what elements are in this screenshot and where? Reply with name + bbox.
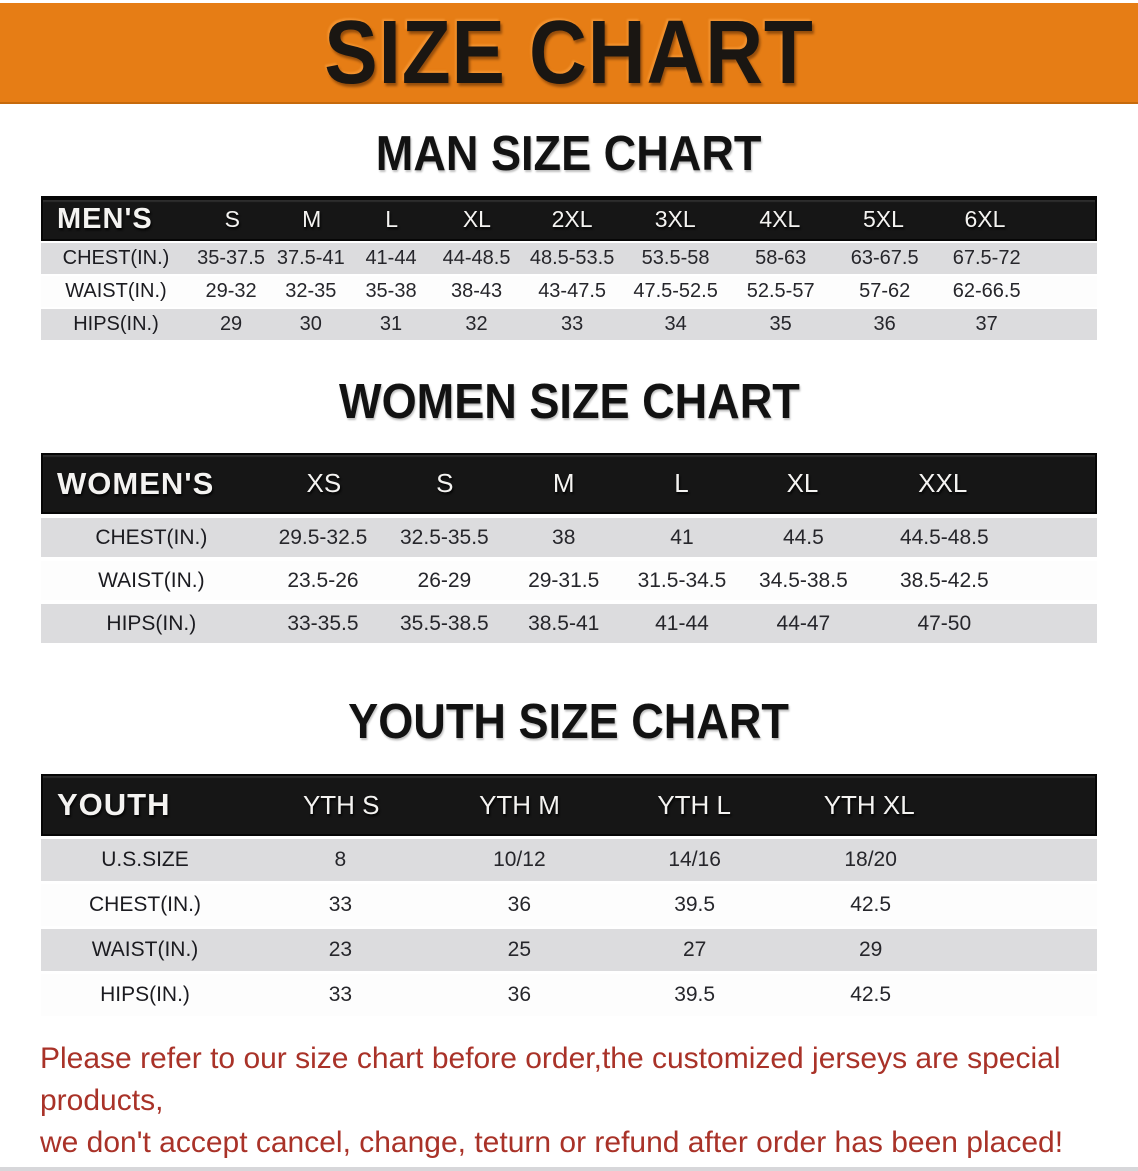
women-hips-row [41, 604, 1097, 643]
size-cell: 8 [334, 848, 347, 871]
size-cell: 41 [670, 525, 694, 549]
size-cell: 52.5-57 [746, 280, 815, 302]
size-cell: 33 [328, 983, 353, 1006]
column-header: 3XL [654, 206, 696, 232]
size-cell: 57-62 [859, 280, 911, 302]
size-cell: 27 [682, 938, 707, 961]
size-cell: 44-48.5 [442, 247, 511, 269]
men-table-header [41, 196, 1097, 241]
column-header: XL [786, 468, 819, 498]
column-header: M [552, 468, 575, 498]
note-line-2: we don't accept cancel, change, teturn or refund after order has been placed! [40, 1126, 1064, 1159]
size-cell: 34.5-38.5 [759, 568, 848, 592]
column-header: L [385, 206, 399, 232]
size-cell: 67.5-72 [952, 247, 1021, 269]
size-cell: 25 [507, 938, 532, 961]
column-header: M [302, 206, 322, 232]
size-cell: 29 [219, 313, 243, 335]
youth-table-header [41, 774, 1097, 836]
size-cell: 38.5-42.5 [899, 568, 989, 592]
row-label: CHEST(IN.) [89, 893, 202, 916]
size-cell: 32-35 [285, 280, 337, 302]
size-cell: 23.5-26 [287, 568, 359, 592]
size-cell: 31.5-34.5 [637, 568, 727, 592]
row-label: HIPS(IN.) [100, 983, 190, 1006]
row-label: WAIST(IN.) [65, 280, 167, 302]
size-cell: 58-63 [755, 247, 807, 269]
column-header: XL [462, 206, 491, 232]
men-chest-row [41, 243, 1097, 274]
size-cell: 23 [328, 938, 353, 961]
row-label: WAIST(IN.) [91, 938, 199, 961]
banner-title: SIZE CHART [324, 2, 814, 103]
men-group-label: MEN'S [57, 203, 153, 235]
size-cell: 36 [873, 313, 896, 335]
women-table-header [41, 453, 1097, 514]
column-header: S [436, 468, 454, 498]
size-cell: 47.5-52.5 [633, 280, 718, 302]
column-header: 2XL [551, 206, 593, 232]
men-section [0, 127, 1138, 340]
women-section [0, 375, 1138, 643]
size-cell: 37.5-41 [276, 247, 345, 269]
size-cell: 18/20 [844, 848, 897, 871]
column-header: YTH L [657, 789, 731, 820]
men-heading [0, 127, 1138, 181]
size-cell: 39.5 [674, 983, 716, 1006]
size-cell: 33 [328, 893, 353, 916]
size-cell: 35 [769, 313, 792, 335]
size-cell: 29 [858, 938, 883, 961]
column-header: 4XL [759, 206, 801, 232]
men-heading-text: MAN SIZE CHART [376, 127, 762, 181]
size-cell: 36 [507, 893, 532, 916]
row-label: HIPS(IN.) [106, 611, 197, 635]
row-label: CHEST(IN.) [62, 247, 170, 269]
row-label: HIPS(IN.) [73, 313, 159, 335]
size-cell: 35-37.5 [197, 247, 265, 269]
men-size-table [41, 196, 1097, 340]
youth-group-label: YOUTH [57, 787, 171, 822]
column-header: YTH M [479, 789, 560, 820]
women-chest-row [41, 518, 1097, 557]
column-header: L [674, 468, 689, 498]
row-label: U.S.SIZE [101, 848, 189, 871]
size-cell: 62-66.5 [952, 280, 1021, 302]
column-header: XS [306, 468, 342, 498]
row-label: CHEST(IN.) [95, 525, 208, 549]
size-cell: 10/12 [493, 848, 546, 871]
column-header: S [224, 206, 241, 232]
size-cell: 14/16 [668, 848, 721, 871]
column-header: 6XL [964, 206, 1006, 232]
size-cell: 30 [299, 313, 322, 335]
women-heading-text: WOMEN SIZE CHART [338, 375, 800, 429]
size-cell: 42.5 [850, 893, 892, 916]
size-cell: 33-35.5 [287, 611, 359, 635]
column-header: YTH S [302, 789, 380, 820]
size-cell: 31 [379, 313, 403, 335]
note-line-1: Please refer to our size chart before order,the customized jerseys are special products, [40, 1042, 1061, 1117]
size-cell: 26-29 [417, 568, 472, 592]
size-cell: 34 [664, 313, 687, 335]
size-cell: 39.5 [674, 893, 716, 916]
women-group-label: WOMEN'S [57, 465, 215, 501]
youth-size-table [41, 774, 1097, 1016]
bottom-divider [0, 1167, 1138, 1171]
size-cell: 44.5-48.5 [899, 525, 989, 549]
size-cell: 44.5 [782, 525, 824, 549]
size-cell: 35-38 [365, 280, 417, 302]
youth-section [0, 695, 1138, 1016]
size-cell: 37 [975, 313, 998, 335]
size-cell: 63-67.5 [850, 247, 919, 269]
size-cell: 41-44 [365, 247, 417, 269]
youth-hips-row [41, 974, 1097, 1016]
column-header: XXL [918, 468, 968, 498]
column-header: 5XL [863, 206, 904, 232]
men-hips-row [41, 309, 1097, 340]
size-cell: 29-32 [205, 280, 257, 302]
size-cell: 48.5-53.5 [529, 247, 615, 269]
size-cell: 36 [507, 983, 532, 1006]
men-waist-row [41, 276, 1097, 307]
youth-heading-text: YOUTH SIZE CHART [348, 695, 790, 749]
size-cell: 35.5-38.5 [400, 611, 489, 635]
footer-note [40, 1038, 1138, 1164]
women-heading [0, 375, 1138, 429]
banner [0, 3, 1138, 104]
size-cell: 53.5-58 [641, 247, 710, 269]
column-header: YTH XL [823, 789, 915, 820]
size-cell: 29-31.5 [528, 568, 600, 592]
size-cell: 41-44 [655, 611, 709, 635]
size-cell: 38.5-41 [528, 611, 600, 635]
size-cell: 29.5-32.5 [278, 525, 368, 549]
youth-chest-row [41, 884, 1097, 926]
youth-heading [0, 695, 1138, 749]
women-waist-row [41, 561, 1097, 600]
size-cell: 32.5-35.5 [400, 525, 489, 549]
row-label: WAIST(IN.) [98, 568, 205, 592]
size-cell: 42.5 [850, 983, 892, 1006]
size-cell: 32 [465, 313, 488, 335]
women-size-table [41, 453, 1097, 643]
size-cell: 47-50 [917, 611, 972, 635]
size-cell: 43-47.5 [538, 280, 607, 302]
size-cell: 44-47 [776, 611, 831, 635]
size-cell: 33 [560, 313, 584, 335]
youth-ussize-row [41, 839, 1097, 881]
size-cell: 38 [552, 525, 576, 549]
size-cell: 38-43 [450, 280, 503, 302]
youth-waist-row [41, 929, 1097, 971]
